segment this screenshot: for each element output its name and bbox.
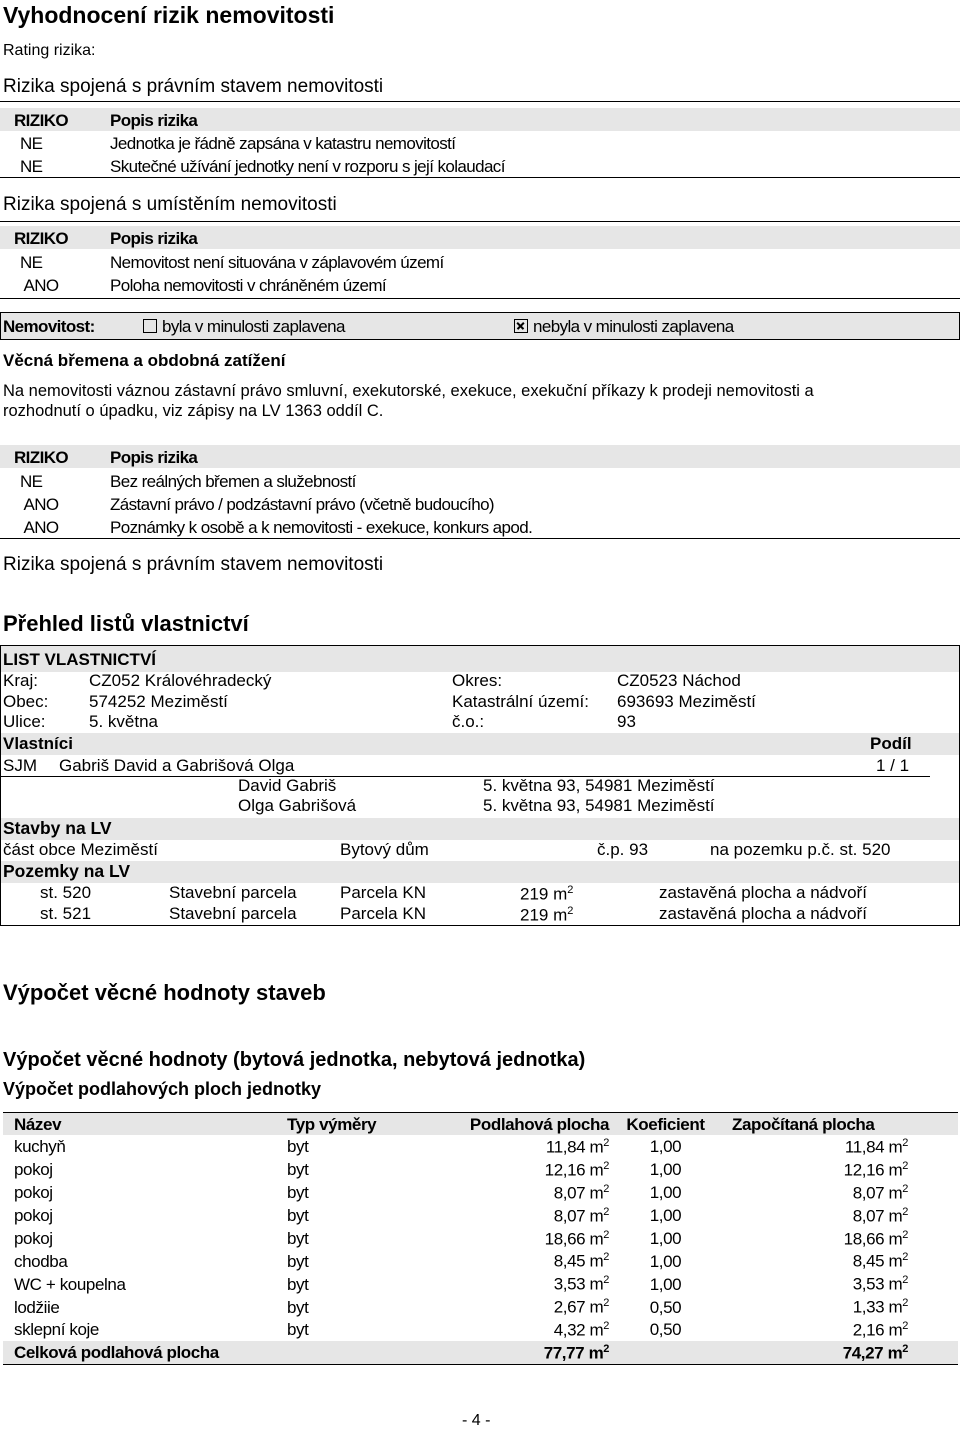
flood-option-2[interactable]: nebyla v minulosti zaplavena (514, 318, 734, 337)
stavby-label: Stavby na LV (3, 818, 112, 838)
cell-typ: byt (287, 1297, 309, 1317)
col-plocha: Podlahová plocha (423, 1113, 613, 1136)
pozemek-cislo: st. 521 (40, 904, 92, 923)
kraj-label: Kraj: (3, 671, 38, 690)
risk-description: Poloha nemovitosti v chráněném území (110, 276, 387, 295)
risk-row (0, 250, 960, 273)
risk-value: NE (20, 472, 43, 491)
lv-box-title: LIST VLASTNICTVÍ (3, 650, 156, 669)
section-heading: Rizika spojená s umístěním nemovitosti (3, 194, 337, 215)
cell-zapocitana: 3,53 $m^2$ (852, 1274, 908, 1294)
col-koef: Koeficient (613, 1113, 718, 1136)
pozemek-vymera: 219 $m^2$ (520, 884, 574, 904)
table-row (3, 1250, 958, 1273)
obec-value: 574252 Meziměstí (89, 692, 228, 711)
rating-label: Rating rizika: (3, 42, 96, 59)
floor-area-table (3, 1112, 958, 1365)
cell-zapocitana: 12,16 $m^2$ (843, 1159, 908, 1180)
cell-nazev: chodba (14, 1251, 68, 1271)
table-total-row (3, 1341, 958, 1364)
pozemek-typ: Parcela KN (340, 883, 426, 902)
risk-description: Poznámky k osobě a k nemovitosti - exekuce, konkurs apod. (110, 518, 533, 537)
pozemek-vyuziti: zastavěná plocha a nádvoří (659, 904, 867, 923)
cell-plocha: 18,66 $m^2$ (544, 1228, 609, 1249)
okres-label: Okres: (452, 671, 503, 690)
risk-table (0, 250, 960, 296)
cell-koef: 1,00 (649, 1251, 682, 1271)
cell-nazev: sklepní koje (14, 1320, 99, 1340)
risk-value: NE (20, 253, 43, 272)
risk-row (0, 131, 960, 154)
pozemek-vymera: 219 $m^2$ (520, 905, 574, 925)
person-name: David Gabriš (238, 776, 337, 795)
co-value: 93 (617, 712, 636, 731)
flood-label: Nemovitost: (3, 317, 95, 336)
burdens-text: Na nemovitosti váznou zástavní právo smluvní, exekutorské, exekuce, exekuční příkazy k prodeji nemovitosti a (3, 382, 814, 400)
stavba-pozemek: na pozemku p.č. st. 520 (710, 840, 891, 859)
podil-label: Podíl (870, 734, 912, 753)
cell-koef: 1,00 (649, 1137, 682, 1157)
risk-row (0, 469, 960, 492)
person-address: 5. května 93, 54981 Meziměstí (483, 776, 715, 795)
risk-description: Zástavní právo / podzástavní právo (včetně budoucího) (110, 495, 494, 514)
person-name: Olga Gabrišová (238, 796, 357, 815)
cell-typ: byt (287, 1137, 309, 1157)
cell-koef: 1,00 (649, 1206, 682, 1225)
risk-description: Jednotka je řádně zapsána v katastru nemovitostí (110, 134, 456, 153)
burdens-text: rozhodnutí o úpadku, viz zápisy na LV 1363 oddíl C. (3, 402, 384, 420)
risk-value: NE (20, 157, 43, 176)
risk-row (0, 154, 960, 177)
pozemek-vyuziti: zastavěná plocha a nádvoří (659, 883, 867, 902)
cell-zapocitana: 8,07 $m^2$ (852, 1205, 908, 1226)
cell-koef: 0,50 (649, 1297, 682, 1317)
table-row (3, 1204, 958, 1227)
cell-plocha: 8,07 $m^2$ (553, 1205, 609, 1226)
ku-value: 693693 Meziměstí (617, 692, 756, 711)
cell-plocha: 11,84 $m^2$ (545, 1137, 609, 1157)
col-riziko: RIZIKO (13, 448, 68, 467)
cell-koef: 1,00 (649, 1274, 682, 1294)
stavba-cast-obce: část obce Meziměstí (3, 840, 158, 859)
obec-label: Obec: (3, 692, 49, 711)
cell-typ: byt (287, 1160, 309, 1180)
table-row (3, 1181, 958, 1204)
cell-zapocitana: 8,45 $m^2$ (852, 1251, 908, 1272)
cell-koef: 1,00 (649, 1228, 682, 1248)
cell-zapocitana: 18,66 $m^2$ (843, 1228, 908, 1249)
cell-typ: byt (287, 1320, 309, 1340)
cell-typ: byt (287, 1274, 309, 1294)
cell-plocha: 12,16 $m^2$ (544, 1159, 609, 1180)
pozemek-druh: Stavební parcela (169, 904, 297, 923)
pozemek-druh: Stavební parcela (169, 883, 297, 902)
section-heading: Rizika spojená s právním stavem nemovitosti (3, 76, 384, 97)
col-zapocitana: Započítaná plocha (718, 1113, 958, 1136)
cell-plocha: 4,32 $m^2$ (553, 1320, 609, 1340)
ulice-label: Ulice: (3, 712, 46, 731)
risk-row (0, 515, 960, 538)
kraj-value: CZ052 Královéhradecký (89, 671, 272, 690)
table-row (3, 1227, 958, 1250)
risk-value: ANO (23, 495, 59, 514)
cell-plocha: 3,53 $m^2$ (553, 1274, 609, 1294)
risk-description: Bez reálných břemen a služebností (110, 472, 356, 491)
total-zapocitana: 74,27 $m^2$ (718, 1341, 958, 1364)
ulice-value: 5. května (89, 712, 158, 731)
col-popis: Popis rizika (110, 111, 198, 130)
cell-nazev: WC + koupelna (14, 1274, 126, 1294)
cell-typ: byt (287, 1251, 309, 1271)
pozemky-label: Pozemky na LV (3, 861, 131, 881)
checkbox-checked-icon[interactable] (514, 319, 528, 333)
cell-nazev: pokoj (14, 1228, 53, 1248)
risk-table-header (0, 445, 960, 468)
stavba-cp: č.p. 93 (597, 840, 649, 859)
owner-type: SJM (3, 756, 37, 775)
vlastnici-label: Vlastníci (3, 734, 73, 753)
risk-table (0, 469, 960, 538)
table-header-row (3, 1113, 958, 1136)
cell-koef: 1,00 (649, 1183, 682, 1203)
cell-typ: byt (287, 1206, 309, 1225)
cell-nazev: lodžiie (14, 1297, 60, 1317)
ku-label: Katastrální území: (452, 692, 590, 711)
cell-zapocitana: 8,07 $m^2$ (852, 1182, 908, 1203)
checkbox-unchecked-icon[interactable] (143, 319, 157, 333)
col-popis: Popis rizika (110, 229, 198, 248)
stavba-typ: Bytový dům (340, 840, 429, 859)
person-address: 5. května 93, 54981 Meziměstí (483, 796, 715, 815)
table-row (3, 1319, 958, 1342)
cell-koef: 0,50 (649, 1320, 682, 1340)
cell-typ: byt (287, 1183, 309, 1203)
page-title: Vyhodnocení rizik nemovitosti (3, 2, 335, 28)
cell-plocha: 8,07 $m^2$ (553, 1182, 609, 1203)
risk-row (0, 492, 960, 515)
lv-heading: Přehled listů vlastnictví (3, 611, 249, 636)
col-riziko: RIZIKO (13, 229, 68, 248)
cell-nazev: pokoj (14, 1183, 53, 1203)
total-plocha: 77,77 $m^2$ (423, 1341, 613, 1364)
okres-value: CZ0523 Náchod (617, 671, 741, 690)
cell-koef: 1,00 (649, 1160, 682, 1180)
owner-names: Gabriš David a Gabrišová Olga (59, 756, 295, 775)
section-heading: Rizika spojená s právním stavem nemovitosti (3, 554, 384, 575)
risk-row (0, 273, 960, 296)
risk-value: ANO (23, 276, 59, 295)
cell-zapocitana: 2,16 $m^2$ (852, 1320, 908, 1340)
cell-zapocitana: 11,84 $m^2$ (844, 1137, 908, 1157)
pozemek-typ: Parcela KN (340, 904, 426, 923)
table-row (3, 1158, 958, 1181)
col-popis: Popis rizika (110, 448, 198, 467)
calc-subheading: Výpočet věcné hodnoty (bytová jednotka, nebytová jednotka) (3, 1049, 586, 1071)
risk-table-header (0, 226, 960, 249)
table-row (3, 1296, 958, 1319)
cell-nazev: kuchyň (14, 1137, 66, 1157)
risk-description: Skutečné užívání jednotky není v rozporu s její kolaudací (110, 157, 505, 176)
calc-subheading-2: Výpočet podlahových ploch jednotky (3, 1079, 322, 1099)
owner-share: 1 / 1 (876, 756, 910, 775)
risk-value: NE (20, 134, 43, 153)
cell-plocha: 8,45 $m^2$ (553, 1251, 609, 1272)
table-row (3, 1273, 958, 1296)
risk-value: ANO (23, 518, 59, 537)
cell-plocha: 2,67 $m^2$ (553, 1297, 609, 1317)
table-row (3, 1135, 958, 1158)
page-number: - 4 - (462, 1412, 491, 1429)
flood-option-1[interactable]: byla v minulosti zaplavena (143, 318, 345, 337)
risk-table (0, 131, 960, 177)
risk-description: Nemovitost není situována v záplavovém území (110, 253, 444, 272)
col-riziko: RIZIKO (13, 111, 68, 130)
pozemek-cislo: st. 520 (40, 883, 92, 902)
cell-nazev: pokoj (14, 1160, 53, 1180)
col-nazev: Název (3, 1113, 283, 1136)
section-heading: Věcná břemena a obdobná zatížení (3, 351, 286, 370)
cell-typ: byt (287, 1228, 309, 1248)
cell-nazev: pokoj (14, 1206, 53, 1225)
cell-zapocitana: 1,33 $m^2$ (852, 1297, 908, 1317)
co-label: č.o.: (452, 712, 485, 731)
calc-heading: Výpočet věcné hodnoty staveb (3, 980, 326, 1005)
total-label: Celková podlahová plocha (3, 1341, 283, 1364)
col-typ: Typ výměry (283, 1113, 423, 1136)
risk-table-header (0, 108, 960, 131)
